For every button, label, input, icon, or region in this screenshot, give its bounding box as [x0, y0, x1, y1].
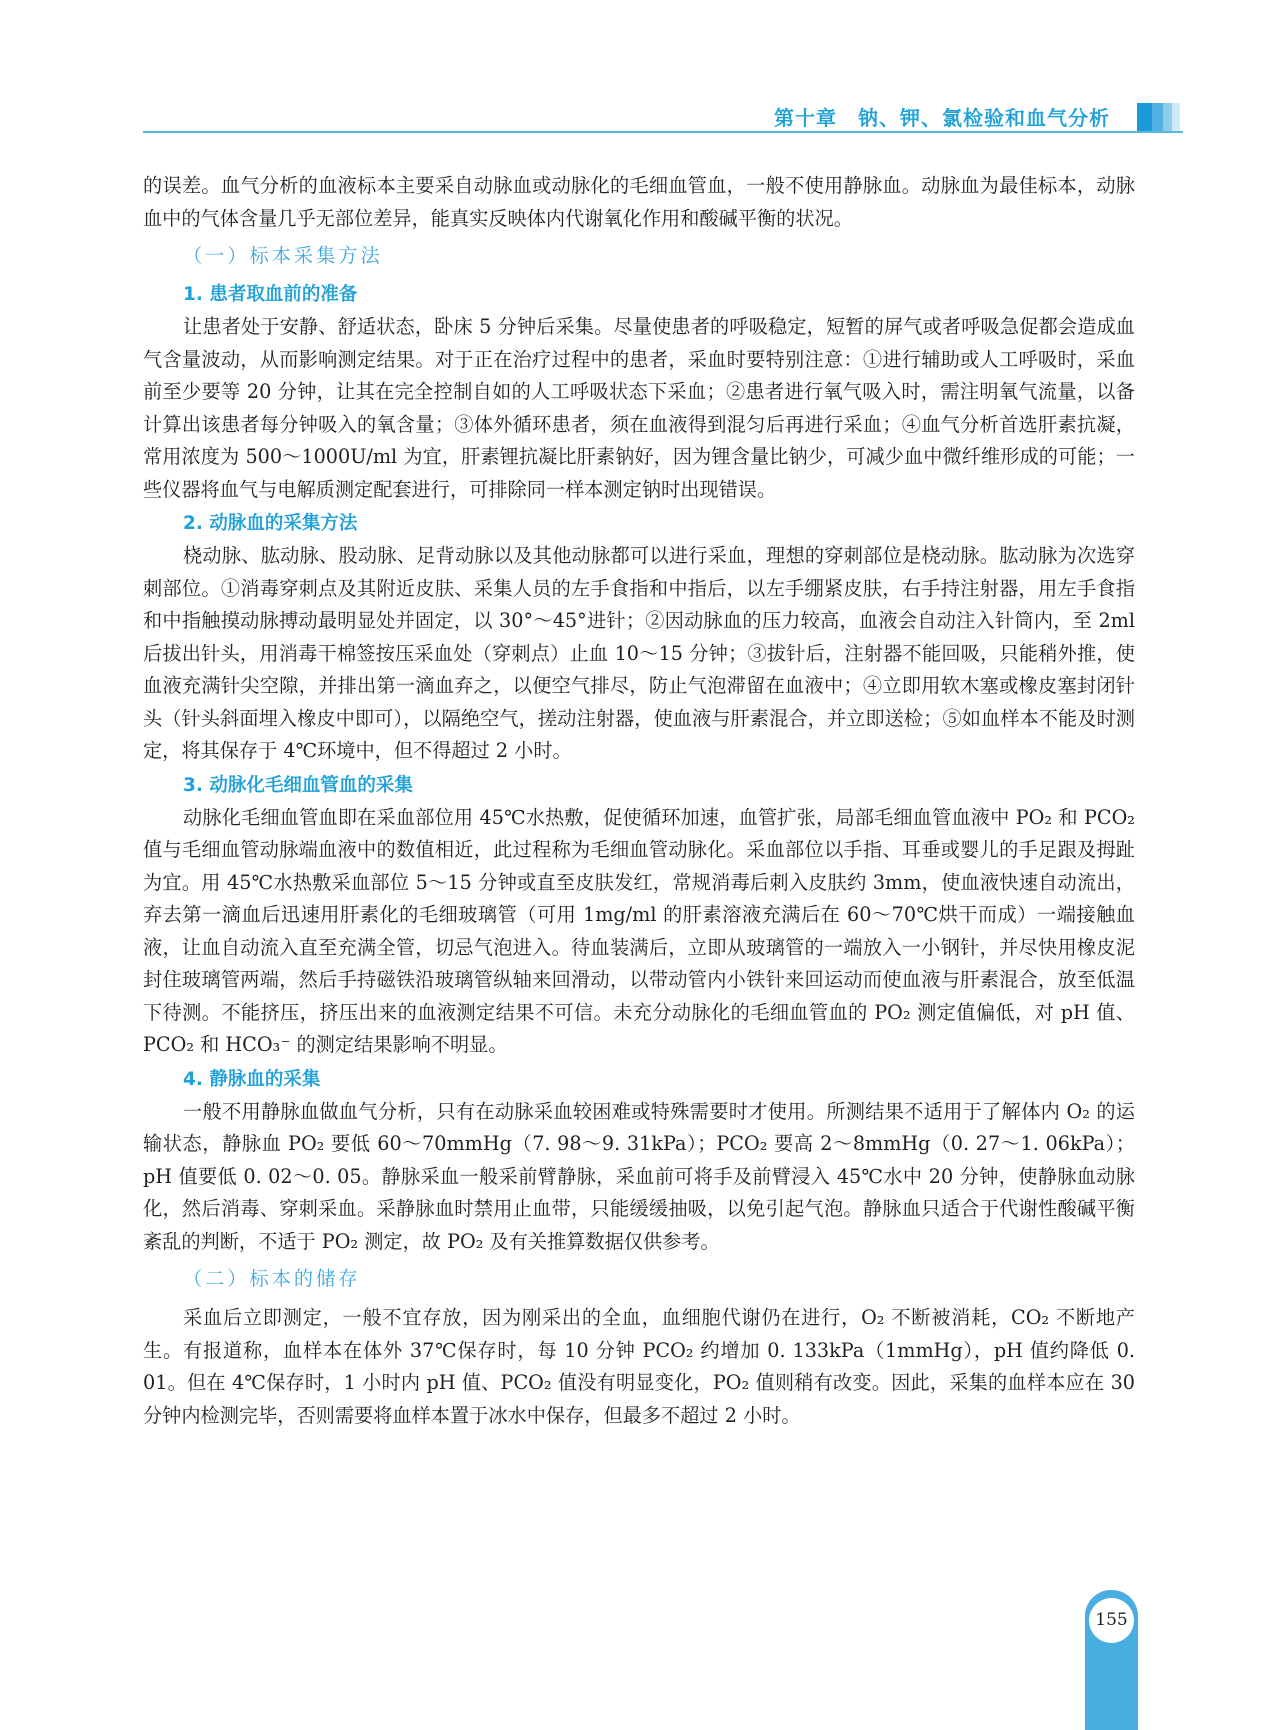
subsection-heading-venous-collection: 4. 静脉血的采集	[183, 1068, 321, 1090]
subsection-heading-patient-preparation: 1. 患者取血前的准备	[183, 284, 358, 305]
subsection-heading-arterial-collection: 2. 动脉血的采集方法	[183, 513, 358, 534]
header-rule	[143, 131, 1183, 133]
paragraph-sample-storage: 采血后立即测定，一般不宜存放，因为刚采出的全血，血细胞代谢仍在进行，O₂ 不断被消耗，CO₂ 不断地产生。有报道称，血样本在体外 37℃保存时，每 10 分钟 PCO₂ 约增加 0. 133kPa（1mmHg），pH 值约降低 0. 01。但在 4℃保存时，1 小时内 pH 值、PCO₂ 值没有明显变化，PO₂ 值则稍有改变。因此，采集的血样本应在 30 分钟内检测完毕，否则需要将血样本置于冰水中保存，但最多不超过 2 小时。	[143, 1306, 1135, 1427]
paragraph-arterial-collection: 桡动脉、肱动脉、股动脉、足背动脉以及其他动脉都可以进行采血，理想的穿刺部位是桡动脉。肱动脉为次选穿刺部位。①消毒穿刺点及其附近皮肤、采集人员的左手食指和中指后，以左手绷紧皮肤，右手持注射器，用左手食指和中指触摸动脉搏动最明显处并固定，以 30°～45°进针；②因动脉血的压力较高，血液会自动注入针筒内，至 2ml 后拔出针头，用消毒干棉签按压采血处（穿刺点）止血 10～15 分钟；③拔针后，注射器不能回吸，只能稍外推，使血液充满针尖空隙，并排出第一滴血弃之，以便空气排尽，防止气泡滞留在血液中；④立即用软木塞或橡皮塞封闭针头（针头斜面埋入橡皮中即可），以隔绝空气，搓动注射器，使血液与肝素混合，并立即送检；⑤如血样本不能及时测定，将其保存于 4℃环境中，但不得超过 2 小时。	[143, 544, 1135, 762]
paragraph-patient-preparation: 让患者处于安静、舒适状态，卧床 5 分钟后采集。尽量使患者的呼吸稳定，短暂的屏气或者呼吸急促都会造成血气含量波动，从而影响测定结果。对于正在治疗过程中的患者，采血时要特别注意：①进行辅助或人工呼吸时，采血前至少要等 20 分钟，让其在完全控制自如的人工呼吸状态下采血；②患者进行氧气吸入时，需注明氧气流量，以备计算出该患者每分钟吸入的氧含量；③体外循环患者，须在血液得到混匀后再进行采血；④血气分析首选肝素抗凝，常用浓度为 500～1000U/ml 为宜，肝素锂抗凝比肝素钠好，因为锂含量比钠少，可减少血中微纤维形成的可能；一些仪器将血气与电解质测定配套进行，可排除同一样本测定钠时出现错误。	[143, 315, 1135, 501]
header-tab-1	[1137, 103, 1152, 131]
header-color-tabs	[1137, 103, 1180, 131]
chapter-title: 第十章 钠、钾、氯检验和血气分析	[774, 106, 1110, 130]
paragraph-venous-collection: 一般不用静脉血做血气分析，只有在动脉采血较困难或特殊需要时才使用。所测结果不适用于了解体内 O₂ 的运输状态，静脉血 PO₂ 要低 60～70mmHg（7. 98～9. 31kPa）；PCO₂ 要高 2～8mmHg（0. 27～1. 06kPa）；pH 值要低 0. 02～0. 05。静脉采血一般采前臂静脉，采血前可将手及前臂浸入 45℃水中 20 分钟，使静脉血动脉化，然后消毒、穿刺采血。采静脉血时禁用止血带，只能缓缓抽吸，以免引起气泡。静脉血只适合于代谢性酸碱平衡紊乱的判断，不适于 PO₂ 测定，故 PO₂ 及有关推算数据仅供参考。	[143, 1099, 1135, 1253]
section-heading-collection-methods: （一）标本采集方法	[183, 244, 383, 267]
subsection-heading-capillary-collection: 3. 动脉化毛细血管血的采集	[183, 774, 413, 796]
page-number: 155	[1089, 1598, 1134, 1643]
header-tab-2	[1152, 103, 1163, 131]
page-body	[143, 170, 1135, 1432]
paragraph-capillary-collection: 动脉化毛细血管血即在采血部位用 45℃水热敷，促使循环加速，血管扩张，局部毛细血管血液中 PO₂ 和 PCO₂ 值与毛细血管动脉端血液中的数值相近，此过程称为毛细血管动脉化。采血部位以手指、耳垂或婴儿的手足跟及拇趾为宜。用 45℃水热敷采血部位 5～15 分钟或直至皮肤发红，常规消毒后刺入皮肤约 3mm，使血液快速自动流出，弃去第一滴血后迅速用肝素化的毛细玻璃管（可用 1mg/ml 的肝素溶液充满后在 60～70℃烘干而成）一端接触血液，让血自动流入直至充满全管，切忌气泡进入。待血装满后，立即从玻璃管的一端放入一小钢针，并尽快用橡皮泥封住玻璃管两端，然后手持磁铁沿玻璃管纵轴来回滑动，以带动管内小铁针来回运动而使血液与肝素混合，放至低温下待测。不能挤压，挤压出来的血液测定结果不可信。未充分动脉化的毛细血管血的 PO₂ 测定值偏低，对 pH 值、PCO₂ 和 HCO₃⁻ 的测定结果影响不明显。	[143, 805, 1135, 1056]
header-tab-4	[1172, 103, 1180, 131]
header-tab-3	[1163, 103, 1172, 131]
section-heading-sample-storage: （二）标本的储存	[183, 1267, 361, 1290]
paragraph-continued: 的误差。血气分析的血液标本主要采自动脉血或动脉化的毛细血管血，一般不使用静脉血。动脉血为最佳标本，动脉血中的气体含量几乎无部位差异，能真实反映体内代谢氧化作用和酸碱平衡的状况。	[143, 174, 1135, 230]
